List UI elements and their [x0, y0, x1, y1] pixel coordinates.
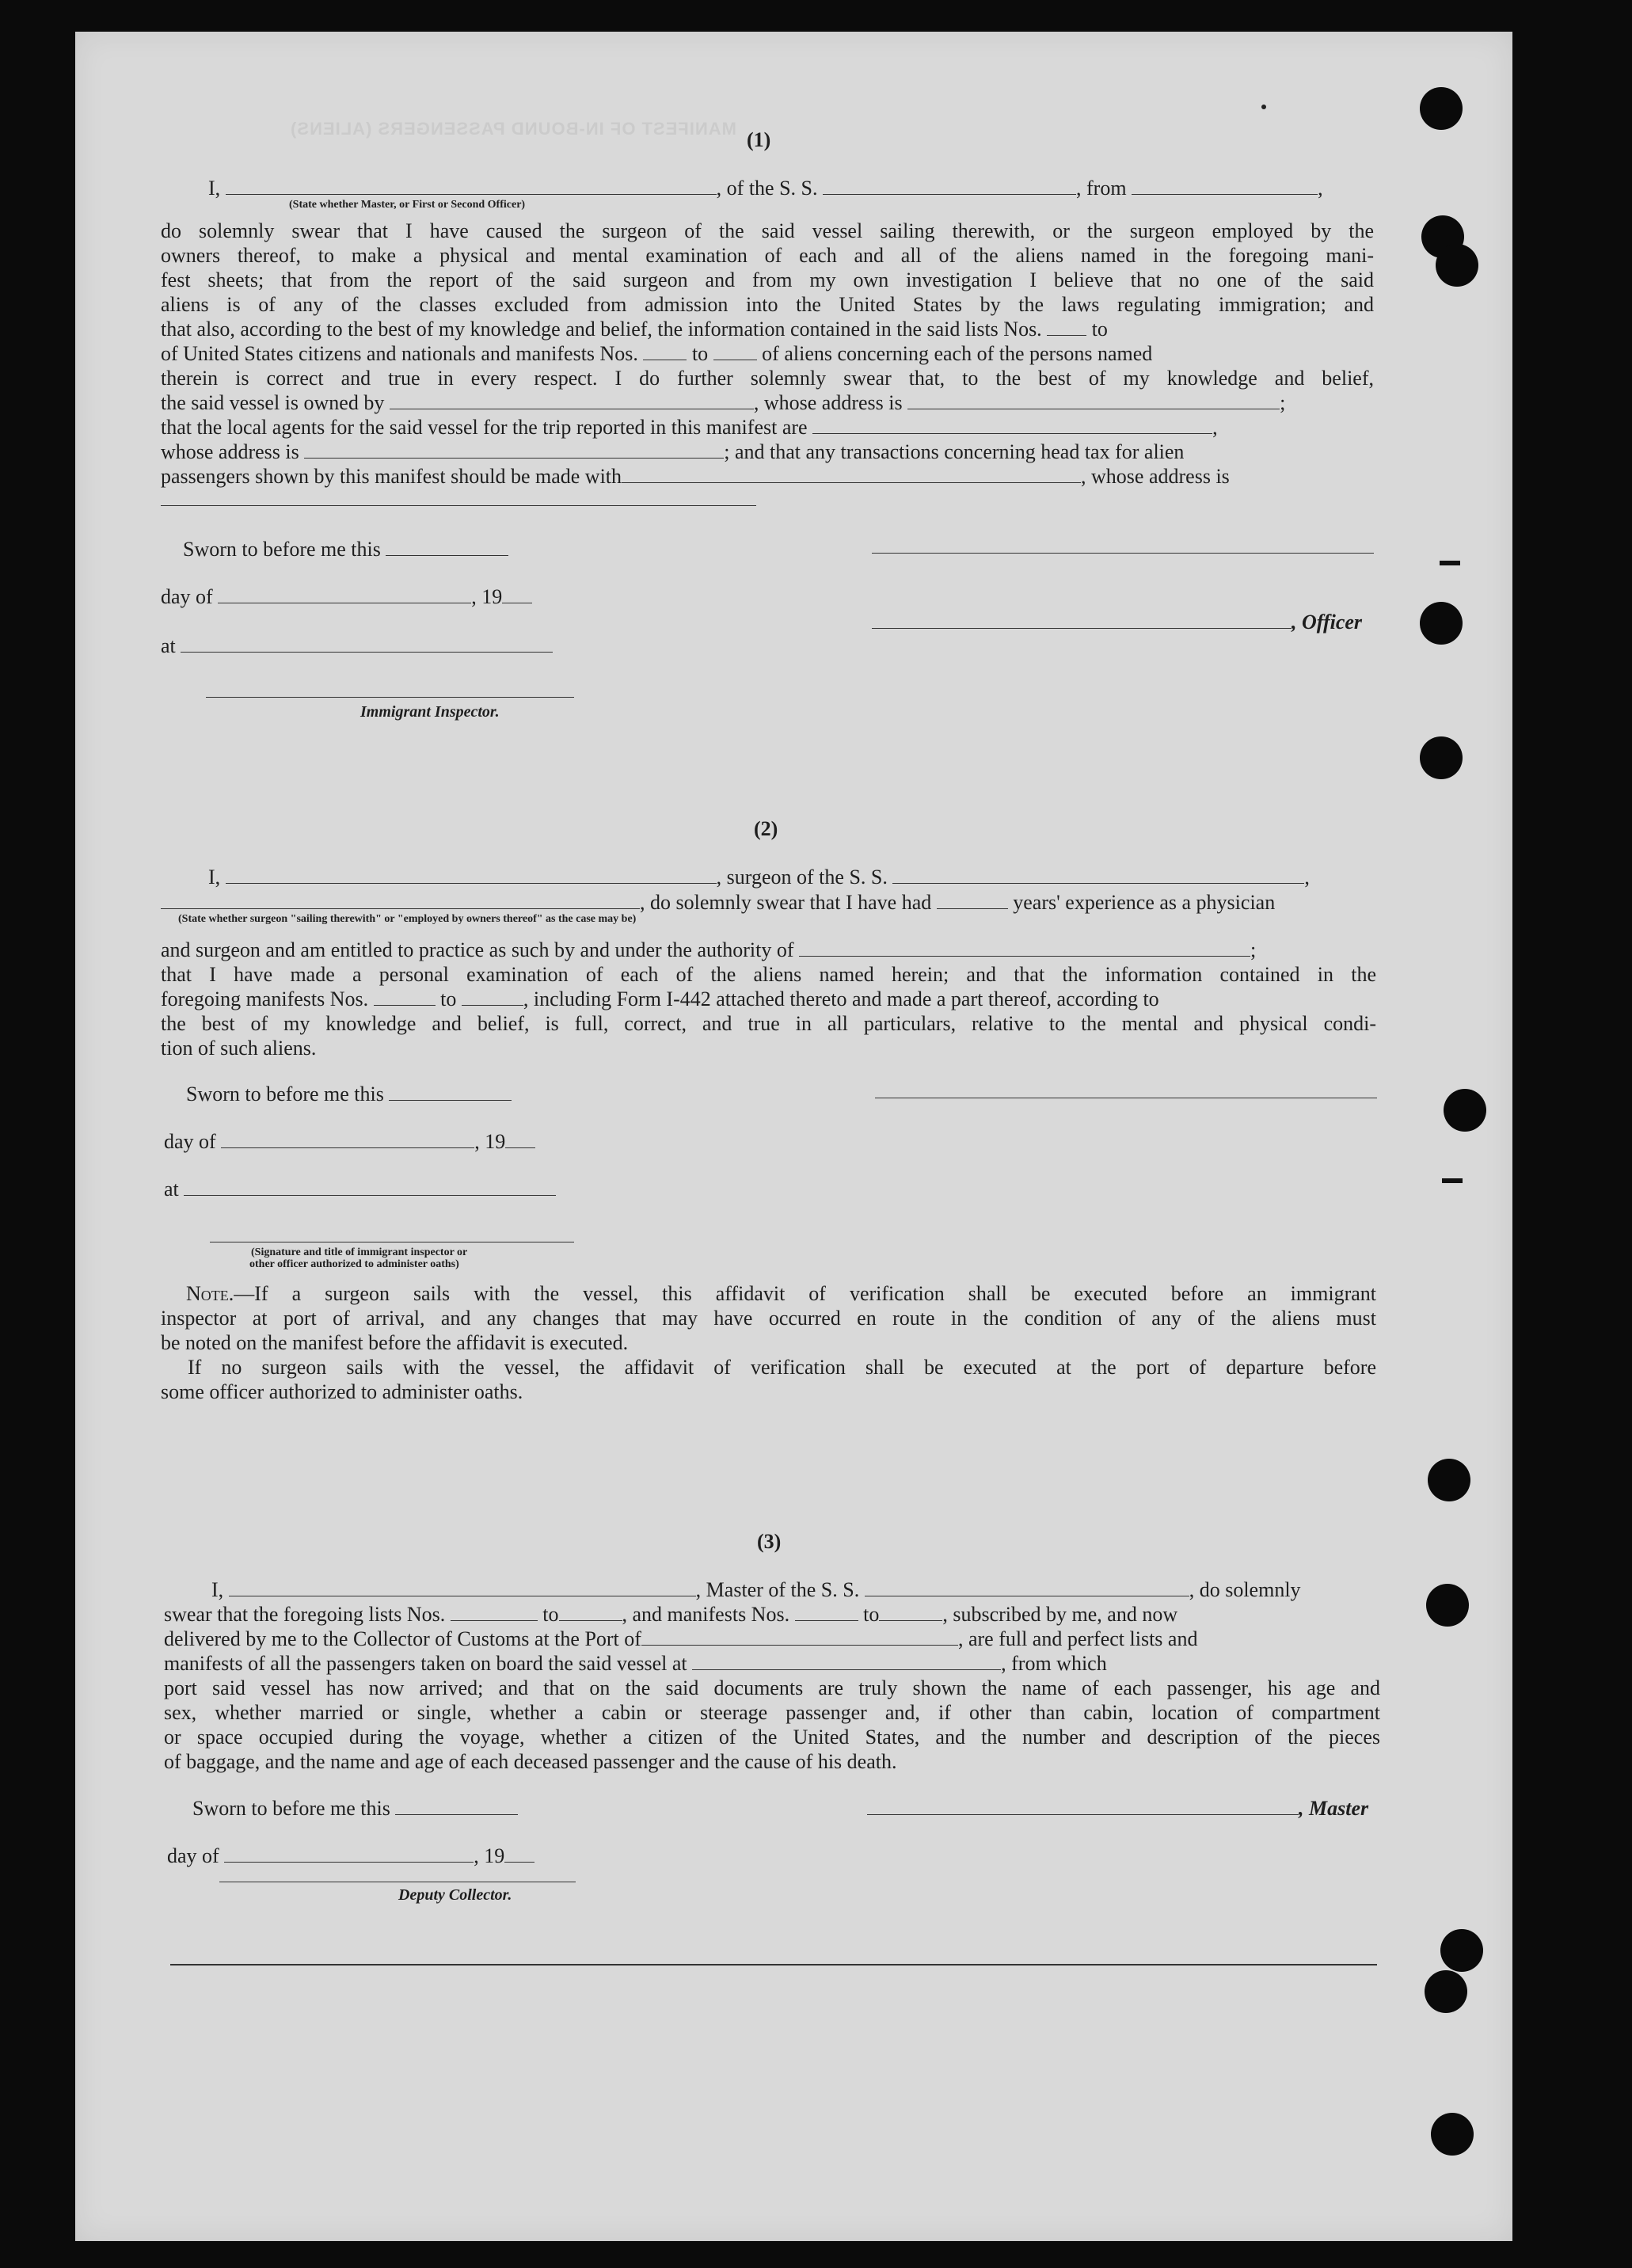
s1-line-3: owners thereof, to make a physical and mental examination of each and all of the aliens named in the foregoing mani-	[161, 244, 1374, 267]
officer-instruction-note: (State whether Master, or First or Second Officer)	[289, 199, 526, 211]
from-port-blank[interactable]	[1132, 178, 1318, 195]
s1-line-8: therein is correct and true in every respect. I do further solemnly swear that, to the best of my knowledge and belief,	[161, 367, 1374, 390]
note-line-4: If no surgeon sails with the vessel, the affidavit of verification shall be executed at the port of departure before	[188, 1356, 1376, 1379]
master-signature-blank[interactable]	[872, 553, 1374, 554]
s1-sworn: Sworn to before me this	[183, 537, 508, 562]
speck	[1261, 105, 1266, 109]
s3-day-of-blank[interactable]	[224, 1846, 474, 1863]
s2-manifests-to-blank[interactable]	[462, 989, 523, 1006]
officer-name-blank[interactable]	[226, 178, 717, 195]
faint-bleedthrough-header: MANIFEST OF IN-BOUND PASSENGERS (ALIENS)	[290, 119, 736, 139]
punch-hole	[1420, 602, 1463, 645]
note-line-3: be noted on the manifest before the affidavit is executed.	[161, 1331, 629, 1354]
s3-line-4: manifests of all the passengers taken on board the said vessel at , from which	[164, 1652, 1107, 1675]
day-of-blank[interactable]	[218, 587, 471, 603]
section-1-heading: (1)	[747, 128, 771, 151]
s3-line-7: or space occupied during the voyage, whether a citizen of the United States, and the number and description of the pieces	[164, 1726, 1380, 1749]
manifests-from-blank[interactable]	[643, 344, 687, 360]
s2-line-2: , do solemnly swear that I have had years' experience as a physician	[161, 890, 1275, 915]
s2-line-1: I, , surgeon of the S. S. ,	[208, 866, 1310, 889]
embarkation-port-blank[interactable]	[692, 1653, 1001, 1670]
manifests-to-blank[interactable]	[713, 344, 757, 360]
punch-hole	[1426, 1584, 1469, 1627]
s3-line-3: delivered by me to the Collector of Customs at the Port of , are full and perfect lists and	[164, 1627, 1198, 1650]
s2-vessel-name-blank[interactable]	[892, 867, 1304, 884]
s1-line-1: I, , of the S. S. , from ,	[208, 177, 1323, 200]
address-continuation-blank[interactable]	[161, 505, 756, 506]
s3-vessel-name-blank[interactable]	[865, 1580, 1189, 1596]
s3-manifests-from-blank[interactable]	[795, 1604, 858, 1621]
s3-sworn-date-blank[interactable]	[395, 1798, 518, 1815]
s2-line-7: tion of such aliens.	[161, 1037, 317, 1060]
punch-hole	[1420, 87, 1463, 130]
officer-title-blank[interactable]	[872, 612, 1292, 629]
s3-line-6: sex, whether married or single, whether a cabin or steerage passenger and, if other than cabin, location of compartment	[164, 1701, 1380, 1724]
s3-line-8: of baggage, and the name and age of each deceased passenger and the cause of his death.	[164, 1750, 897, 1773]
s2-at-place-blank[interactable]	[184, 1179, 556, 1196]
s1-line-12: passengers shown by this manifest should be made with , whose address is	[161, 465, 1230, 488]
lists-from-blank[interactable]	[1047, 319, 1086, 336]
note-label: Note.	[186, 1282, 234, 1305]
s1-line-6: that also, according to the best of my knowledge and belief, the information contained in the said lists Nos. to	[161, 318, 1108, 341]
s1-at: at	[161, 634, 553, 659]
punch-hole	[1440, 1929, 1483, 1972]
at-place-blank[interactable]	[181, 636, 553, 653]
s3-manifests-to-blank[interactable]	[879, 1604, 942, 1621]
immigrant-inspector-caption: Immigrant Inspector.	[360, 703, 500, 721]
surgeon-instruction-note: (State whether surgeon "sailing therewith" or "employed by owners thereof" as the case may be)	[178, 913, 637, 925]
s3-lists-to-blank[interactable]	[559, 1604, 622, 1621]
s3-line-5: port said vessel has now arrived; and that on the said documents are truly shown the name of each passenger, his age and	[164, 1676, 1380, 1699]
s3-master-signature-blank[interactable]	[867, 1798, 1299, 1815]
authority-blank[interactable]	[799, 940, 1250, 957]
s2-year-blank[interactable]	[505, 1132, 535, 1148]
s3-sworn: Sworn to before me this	[192, 1796, 518, 1821]
local-agents-blank[interactable]	[812, 417, 1212, 434]
s3-line-1: I, , Master of the S. S. , do solemnly	[211, 1578, 1301, 1601]
s2-day-of-blank[interactable]	[221, 1132, 474, 1148]
punch-mark	[1440, 561, 1460, 565]
agents-address-blank[interactable]	[304, 442, 724, 459]
punch-hole	[1428, 1459, 1470, 1501]
s1-line-4: fest sheets; that from the report of the said surgeon and from my own investigation I believe that no one of the said	[161, 268, 1374, 291]
punch-hole	[1425, 1970, 1467, 2013]
document-page	[75, 32, 1512, 2241]
section-2-heading: (2)	[754, 817, 778, 840]
s3-year-blank[interactable]	[504, 1846, 534, 1863]
punch-hole	[1420, 736, 1463, 779]
deputy-collector-caption: Deputy Collector.	[398, 1886, 512, 1904]
punch-hole	[1436, 244, 1478, 287]
s1-line-5: aliens is of any of the classes excluded from admission into the United States by the laws regulating immigration; and	[161, 293, 1374, 316]
s2-sworn: Sworn to before me this	[186, 1082, 512, 1107]
s1-line-9: the said vessel is owned by , whose address is ;	[161, 391, 1286, 414]
s2-manifests-from-blank[interactable]	[374, 989, 436, 1006]
s2-line-5: foregoing manifests Nos. to , including Form I-442 attached thereto and made a part thereof, according to	[161, 987, 1159, 1010]
vessel-name-blank[interactable]	[823, 178, 1076, 195]
s1-line-10: that the local agents for the said vessel for the trip reported in this manifest are ,	[161, 416, 1218, 439]
signature-title-note-2: other officer authorized to administer oaths)	[249, 1258, 459, 1270]
signature-title-note-1: (Signature and title of immigrant inspector or	[251, 1246, 468, 1258]
owner-blank[interactable]	[390, 393, 754, 409]
section-3-heading: (3)	[757, 1530, 782, 1553]
s2-at: at	[164, 1177, 556, 1202]
surgeon-name-blank[interactable]	[226, 867, 717, 884]
s3-day-of: day of , 19	[167, 1844, 534, 1869]
s1-day-of: day of , 19	[161, 584, 532, 610]
s1-line-11: whose address is ; and that any transactions concerning head tax for alien	[161, 440, 1185, 463]
s2-line-6: the best of my knowledge and belief, is full, correct, and true in all particulars, relative to the mental and physical condi-	[161, 1012, 1376, 1035]
head-tax-party-blank[interactable]	[622, 466, 1081, 483]
master-name-blank[interactable]	[229, 1580, 696, 1596]
s1-line-2: do solemnly swear that I have caused the surgeon of the said vessel sailing therewith, or the surgeon employed by the	[161, 219, 1374, 242]
s2-line-3: and surgeon and am entitled to practice as such by and under the authority of ;	[161, 938, 1257, 961]
inspector-signature-blank[interactable]	[206, 697, 574, 698]
s1-line-7: of United States citizens and nationals and manifests Nos. to of aliens concerning each of the persons named	[161, 342, 1153, 365]
note-line-1: Note.—If a surgeon sails with the vessel, this affidavit of verification shall be executed before an immigrant	[186, 1282, 1376, 1305]
s2-sworn-date-blank[interactable]	[389, 1084, 512, 1101]
owner-address-blank[interactable]	[907, 393, 1280, 409]
note-line-2: inspector at port of arrival, and any changes that may have occurred en route in the condition of any of the aliens must	[161, 1307, 1376, 1330]
sworn-date-blank[interactable]	[386, 539, 508, 556]
s3-line-2: swear that the foregoing lists Nos. to , and manifests Nos. to , subscribed by me, and now	[164, 1603, 1178, 1626]
punch-mark	[1442, 1178, 1463, 1183]
year-blank[interactable]	[502, 587, 532, 603]
punch-hole	[1431, 2113, 1474, 2156]
years-experience-blank[interactable]	[937, 892, 1008, 909]
punch-hole	[1444, 1089, 1486, 1132]
note-line-5: some officer authorized to administer oaths.	[161, 1380, 523, 1403]
port-blank[interactable]	[641, 1629, 958, 1646]
s1-officer-line: , Officer	[872, 610, 1362, 635]
bottom-rule	[170, 1964, 1377, 1965]
s3-lists-from-blank[interactable]	[451, 1604, 538, 1621]
s2-line-4: that I have made a personal examination of each of the aliens named herein; and that the information contained in the	[161, 963, 1376, 986]
s2-day-of: day of , 19	[164, 1129, 535, 1155]
surgeon-status-blank[interactable]	[161, 892, 640, 909]
s3-master-line: , Master	[867, 1796, 1368, 1821]
